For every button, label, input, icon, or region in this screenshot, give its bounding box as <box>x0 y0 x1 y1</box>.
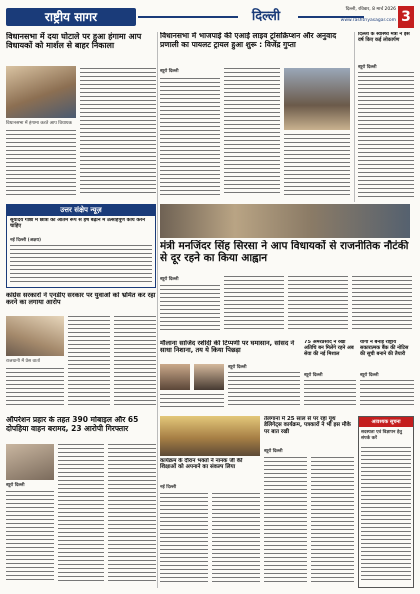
middle-story-byline: ब्यूरो दिल्ली <box>228 365 247 370</box>
lead-story-headline: विधानसभा में दया घोटाले पर हुआ हंगामा आप विधायकों को मार्शल से बाहर निकाला <box>6 32 142 51</box>
bottom-middle-byline: नई दिल्ली <box>160 485 177 490</box>
ashok-story <box>304 340 414 412</box>
congress-story-photo <box>6 316 64 356</box>
middle-story-body <box>228 372 300 410</box>
middle-story-body-2 <box>160 394 224 410</box>
page-number: 3 <box>398 6 414 28</box>
operation-story-headline: ऑपरेशन प्रहार के तहत 390 मोबाइल और 65 दोपहिया वाहन बरामद, 23 आरोपी गिरफ्तार <box>6 416 139 433</box>
bottom-right-headline: तेलंगाना में 25 साल से पर रहा यूथ डेलिगेट्स कार्यक्रम, पत्रकारों ने भी इस मौके पर बात रखी <box>264 416 351 435</box>
bottom-right-story <box>264 416 354 588</box>
main-headline-body <box>160 276 414 336</box>
bottom-middle-body-2 <box>212 493 260 586</box>
bottom-right-body-2 <box>311 457 354 586</box>
congress-story-caption: राजधानी में प्रेस वार्ता <box>6 359 40 364</box>
news-brief-body <box>10 245 152 287</box>
operation-story-byline: ब्यूरो दिल्ली <box>6 483 25 488</box>
lead-story-caption: विधानसभा में हंगामा करते आप विधायक <box>6 121 72 126</box>
main-headline-col-3 <box>288 276 348 335</box>
second-story-photo <box>284 68 350 130</box>
main-headline: मंत्री मनजिंदर सिंह सिरसा ने आप विधायकों से राजनीतिक नौटंकी से दूर रहने का किया आह्वान <box>160 240 409 265</box>
right-top-brief-headline: दिल्ली के स्वास्थ्य मंत्री ने इस वर्ष किए कई लोकार्पण <box>358 32 410 43</box>
operation-story-body-1 <box>6 491 54 586</box>
second-story-body-2 <box>224 68 280 200</box>
congress-story-body-1 <box>6 368 64 410</box>
ad-box-title: आवश्यक सूचना <box>359 417 413 427</box>
masthead-date: दिल्ली, रविवार, 8 मार्च 2026 <box>345 7 396 12</box>
congress-story-headline: कांग्रेस सरकारों ने एनडीए सरकार पर युवाओं को भ्रमित कर रहा करने का लगाया आरोप <box>6 292 156 307</box>
ad-box-line: सदस्यता एवं विज्ञापन हेतु संपर्क करें <box>361 430 402 441</box>
yogi-story-headline: योगी ने बनाई राष्ट्रीय सकारात्मक बैंक की नोटिस की सूची बनाने की तैयारी <box>360 340 409 357</box>
news-brief-headline: सूर्योदय गोष्ठी में छात्रों को अंतिम रूप से हर्ष बढ़ाने में उत्साहपूर्ण कार्य करने चाहिए <box>10 218 146 229</box>
ad-box <box>358 416 414 588</box>
lead-story-body-2 <box>6 130 76 200</box>
main-headline-col-4 <box>352 276 412 335</box>
bottom-right-byline: ब्यूरो दिल्ली <box>264 449 283 454</box>
yogi-story-byline: ब्यूरो दिल्ली <box>360 373 379 378</box>
middle-story <box>160 340 300 412</box>
congress-story <box>6 292 156 412</box>
second-story-byline: ब्यूरो दिल्ली <box>160 69 179 74</box>
news-brief-byline: नई दिल्ली (अक्षय) <box>10 238 42 243</box>
main-headline-col-2 <box>224 276 284 335</box>
ashok-story-headline: 75 अमरप्रसाद ने रखी अतिथि बन मिलेंगे रहने अब सेवा की नई मिशाल <box>304 340 354 357</box>
news-brief-title: उत्तर संक्षेप न्यूज़ <box>7 205 155 216</box>
second-story <box>160 32 350 202</box>
middle-story-headline: मौलाना साजिद रशीदी की टिप्पणी पर घमासान, सांसद ने साधा निशाना, तय ये किया पिछड़ा <box>160 340 295 355</box>
main-headline-byline: ब्यूरो दिल्ली <box>160 277 179 282</box>
lead-story <box>6 32 156 202</box>
news-brief-box <box>6 204 156 288</box>
ashok-story-byline: ब्यूरो दिल्ली <box>304 373 323 378</box>
masthead-rule <box>138 16 238 18</box>
operation-story-body-2 <box>58 444 104 586</box>
main-headline-col-1 <box>160 285 220 335</box>
lead-story-photo <box>6 66 76 118</box>
middle-story-photo-1 <box>160 364 190 390</box>
bottom-middle-headline: कार्यक्रम के दौरान भक्तों ने नानक जी की शिक्षाओं को अपनाने का संकल्प लिया <box>160 458 243 471</box>
right-top-brief-body <box>358 72 414 200</box>
masthead <box>6 6 414 30</box>
masthead-site: www.rashtriyasagar.com <box>340 18 396 23</box>
congress-story-body-2 <box>68 316 110 410</box>
yogi-story-body <box>360 380 414 410</box>
bottom-middle-story <box>160 416 260 588</box>
column-rule <box>157 32 158 588</box>
second-story-body-3 <box>284 134 350 200</box>
right-top-brief <box>354 32 414 202</box>
masthead-city: दिल्ली <box>251 9 281 24</box>
masthead-brand: राष्ट्रीय सागर <box>6 8 136 26</box>
main-headline-photo <box>160 204 410 238</box>
second-story-headline: विधानसभा में भाजपाई की एआई लाइव ट्रांसक्रिप्शन और अनुवाद प्रणाली का पायलट ट्रायल हुआ शुरू : विजेंद्र गुप्ता <box>160 32 337 49</box>
ad-box-body <box>361 447 411 585</box>
ashok-story-body <box>304 380 356 410</box>
congress-story-body-3 <box>114 316 156 410</box>
bottom-middle-body-1 <box>160 493 208 586</box>
bottom-right-body-1 <box>264 457 307 586</box>
main-headline-story <box>160 204 414 274</box>
right-top-brief-byline: ब्यूरो दिल्ली <box>358 65 377 70</box>
lead-story-body <box>80 68 156 198</box>
middle-story-photo-2 <box>194 364 224 390</box>
operation-story <box>6 416 156 588</box>
bottom-middle-photo <box>160 416 260 456</box>
operation-story-body-3 <box>108 444 156 586</box>
second-story-body-1 <box>160 78 220 200</box>
operation-story-photo <box>6 444 54 480</box>
